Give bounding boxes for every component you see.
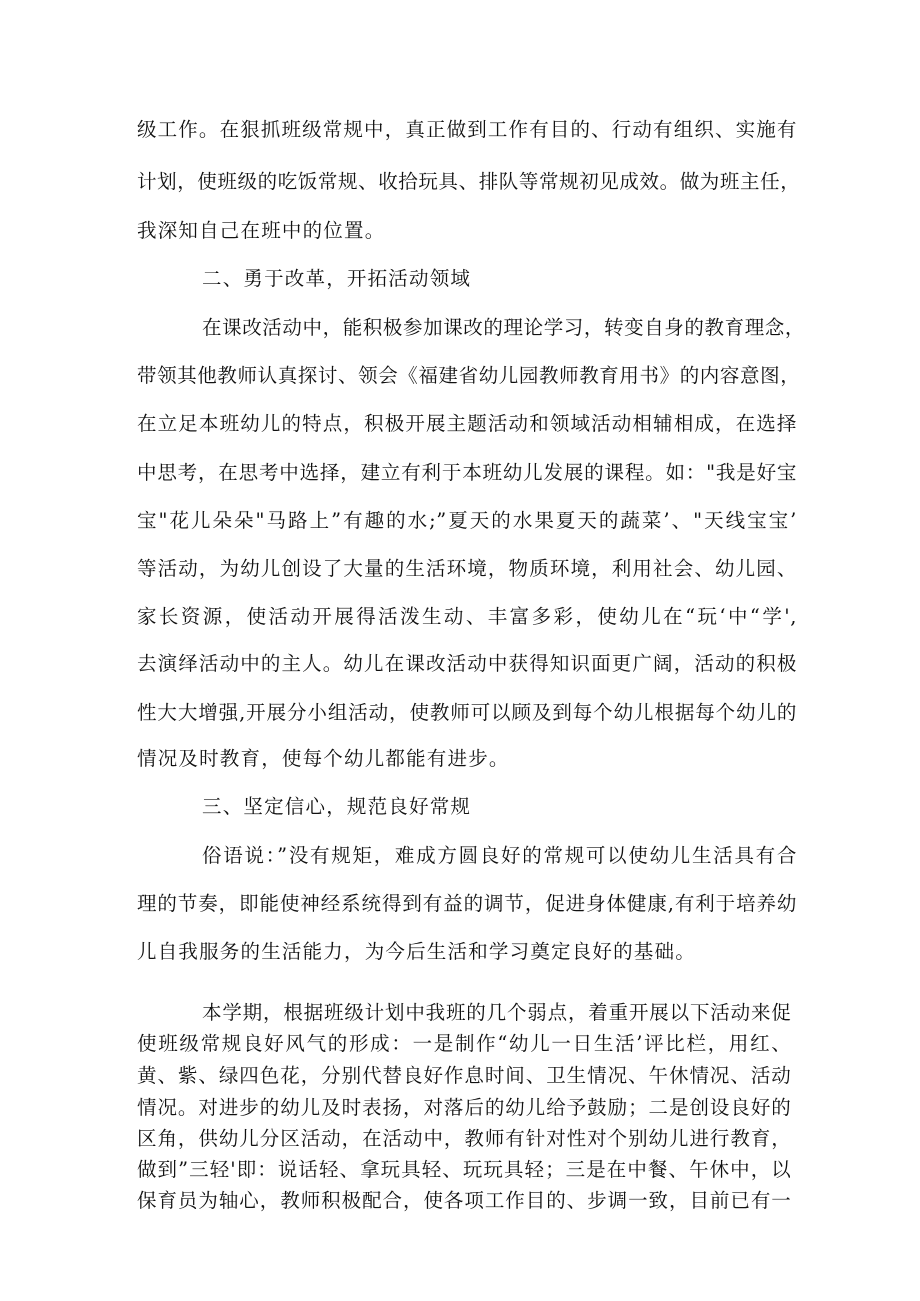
paragraph-3-line-3: 儿自我服务的生活能力，为今后生活和学习奠定良好的基础。 (137, 940, 696, 963)
paragraph-4-line-6: 做到”三轻'即：说话轻、拿玩具轻、玩玩具轻；三是在中餐、午休中，以 (137, 1158, 791, 1181)
paragraph-2-line-10: 情况及时教育，使每个幼儿都能有进步。 (137, 747, 510, 770)
paragraph-2-line-5: 宝"花儿朵朵"马路上”有趣的水;”夏天的水果夏天的蔬菜’、"天线宝宝’ (137, 509, 797, 532)
paragraph-2-line-8: 去演绎活动中的主人。幼儿在课改活动中获得知识面更广阔，活动的积极 (137, 652, 797, 675)
paragraph-4-line-1: 本学期，根据班级计划中我班的几个弱点，着重开展以下活动来促 (202, 1001, 791, 1024)
paragraph-2-line-7: 家长资源，使活动开展得活泼生动、丰富多彩，使幼儿在“玩‘中“学', (137, 605, 797, 628)
paragraph-1-line-3: 我深知自己在班中的位置。 (137, 219, 386, 242)
paragraph-2-line-6: 等活动，为幼儿创设了大量的生活环境，物质环境，利用社会、幼儿园、 (137, 557, 797, 580)
paragraph-2-line-1: 在课改活动中，能积极参加课改的理论学习，转变自身的教育理念， (202, 316, 806, 339)
paragraph-2-line-9: 性大大增强,开展分小组活动，使教师可以顾及到每个幼儿根据每个幼儿的 (137, 701, 797, 724)
paragraph-4-line-7: 保育员为轴心，教师积极配合，使各项工作目的、步调一致，目前已有一 (137, 1189, 791, 1212)
paragraph-4-line-2: 使班级常规良好风气的形成：一是制作“幼儿一日生活’评比栏，用红、 (137, 1032, 791, 1055)
paragraph-2-line-2: 带领其他教师认真探讨、领会《福建省幼儿园教师教育用书》的内容意图， (137, 364, 801, 387)
paragraph-3-line-1: 俗语说：”没有规矩，难成方圆良好的常规可以使幼儿生活具有合 (202, 844, 797, 867)
paragraph-4-line-5: 区角，供幼儿分区活动，在活动中，教师有针对性对个别幼儿进行教育， (137, 1127, 791, 1150)
paragraph-2-line-3: 在立足本班幼儿的特点，积极开展主题活动和领域活动相辅相成，在选择 (137, 412, 797, 435)
paragraph-3-line-2: 理的节奏，即能使神经系统得到有益的调节，促进身体健康,有利于培养幼 (137, 892, 797, 915)
paragraph-2-line-4: 中思考，在思考中选择，建立有利于本班幼儿发展的课程。如："我是好宝 (137, 461, 797, 484)
section-heading-3: 三、坚定信心，规范良好常规 (202, 795, 472, 818)
paragraph-1-line-1: 级工作。在狠抓班级常规中，真正做到工作有目的、行动有组织、实施有 (137, 118, 797, 141)
paragraph-4-line-3: 黄、紫、绿四色花，分别代替良好作息时间、卫生情况、午休情况、活动 (137, 1064, 791, 1087)
section-heading-2: 二、勇于改革，开拓活动领域 (202, 267, 472, 290)
paragraph-1-line-2: 计划，使班级的吃饭常规、收拾玩具、排队等常规初见成效。做为班主任， (137, 170, 801, 193)
paragraph-4-line-4: 情况。对进步的幼儿及时表扬，对落后的幼儿给予鼓励；二是创设良好的 (137, 1096, 791, 1119)
